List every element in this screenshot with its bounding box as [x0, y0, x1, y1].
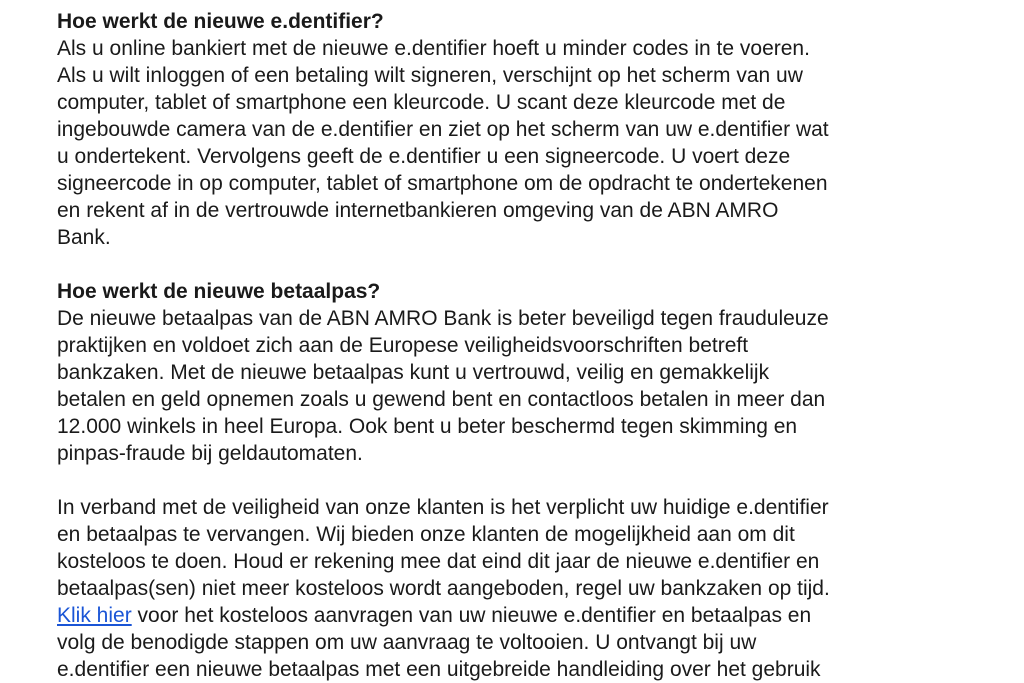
paragraph-spacer — [57, 467, 987, 494]
paragraph-line: en betaalpas te vervangen. Wij bieden onze klanten de mogelijkheid aan om dit — [57, 523, 795, 546]
paragraph-line: en rekent af in de vertrouwde internetbankieren omgeving van de ABN AMRO — [57, 199, 779, 222]
paragraph-line: In verband met de veiligheid van onze klanten is het verplicht uw huidige e.dentifier — [57, 496, 829, 519]
paragraph-line: computer, tablet of smartphone een kleurcode. U scant deze kleurcode met de — [57, 91, 786, 114]
paragraph-line: e.dentifier een nieuwe betaalpas met een uitgebreide handleiding over het gebruik — [57, 658, 821, 681]
paragraph-line: u ondertekent. Vervolgens geeft de e.dentifier u een signeercode. U voert deze — [57, 145, 791, 168]
paragraph-line-with-link — [57, 602, 987, 629]
paragraph-line: betalen en geld opnemen zoals u gewend bent en contactloos betalen in meer dan — [57, 388, 826, 411]
paragraph-spacer — [57, 251, 987, 278]
paragraph-line: pinpas-fraude bij geldautomaten. — [57, 442, 363, 465]
paragraph-line: De nieuwe betaalpas van de ABN AMRO Bank is beter beveiligd tegen frauduleuze — [57, 307, 829, 330]
paragraph-line: volg de benodigde stappen om uw aanvraag te voltooien. U ontvangt bij uw — [57, 631, 757, 654]
paragraph-line: Als u wilt inloggen of een betaling wilt signeren, verschijnt op het scherm van uw — [57, 64, 803, 87]
klik-hier-link[interactable]: Klik hier — [57, 604, 132, 627]
paragraph-line: bankzaken. Met de nieuwe betaalpas kunt u vertrouwd, veilig en gemakkelijk — [57, 361, 770, 384]
paragraph-line: praktijken en voldoet zich aan de Europese veiligheidsvoorschriften betreft — [57, 334, 749, 357]
paragraph-line: Als u online bankiert met de nieuwe e.dentifier hoeft u minder codes in te voeren. — [57, 37, 810, 60]
heading-betaalpas: Hoe werkt de nieuwe betaalpas? — [57, 280, 381, 303]
paragraph-line: Bank. — [57, 226, 111, 249]
email-body — [57, 8, 987, 683]
paragraph-line: kosteloos te doen. Houd er rekening mee dat eind dit jaar de nieuwe e.dentifier en — [57, 550, 820, 573]
link-line-rest: voor het kosteloos aanvragen van uw nieuwe e.dentifier en betaalpas en — [131, 604, 812, 627]
paragraph-line: ingebouwde camera van de e.dentifier en ziet op het scherm van uw e.dentifier wat — [57, 118, 829, 141]
paragraph-line: signeercode in op computer, tablet of smartphone om de opdracht te ondertekenen — [57, 172, 828, 195]
paragraph-line: betaalpas(sen) niet meer kosteloos wordt aangeboden, regel uw bankzaken op tijd. — [57, 577, 830, 600]
heading-edentifier: Hoe werkt de nieuwe e.dentifier? — [57, 10, 384, 33]
paragraph-line: 12.000 winkels in heel Europa. Ook bent u beter beschermd tegen skimming en — [57, 415, 798, 438]
